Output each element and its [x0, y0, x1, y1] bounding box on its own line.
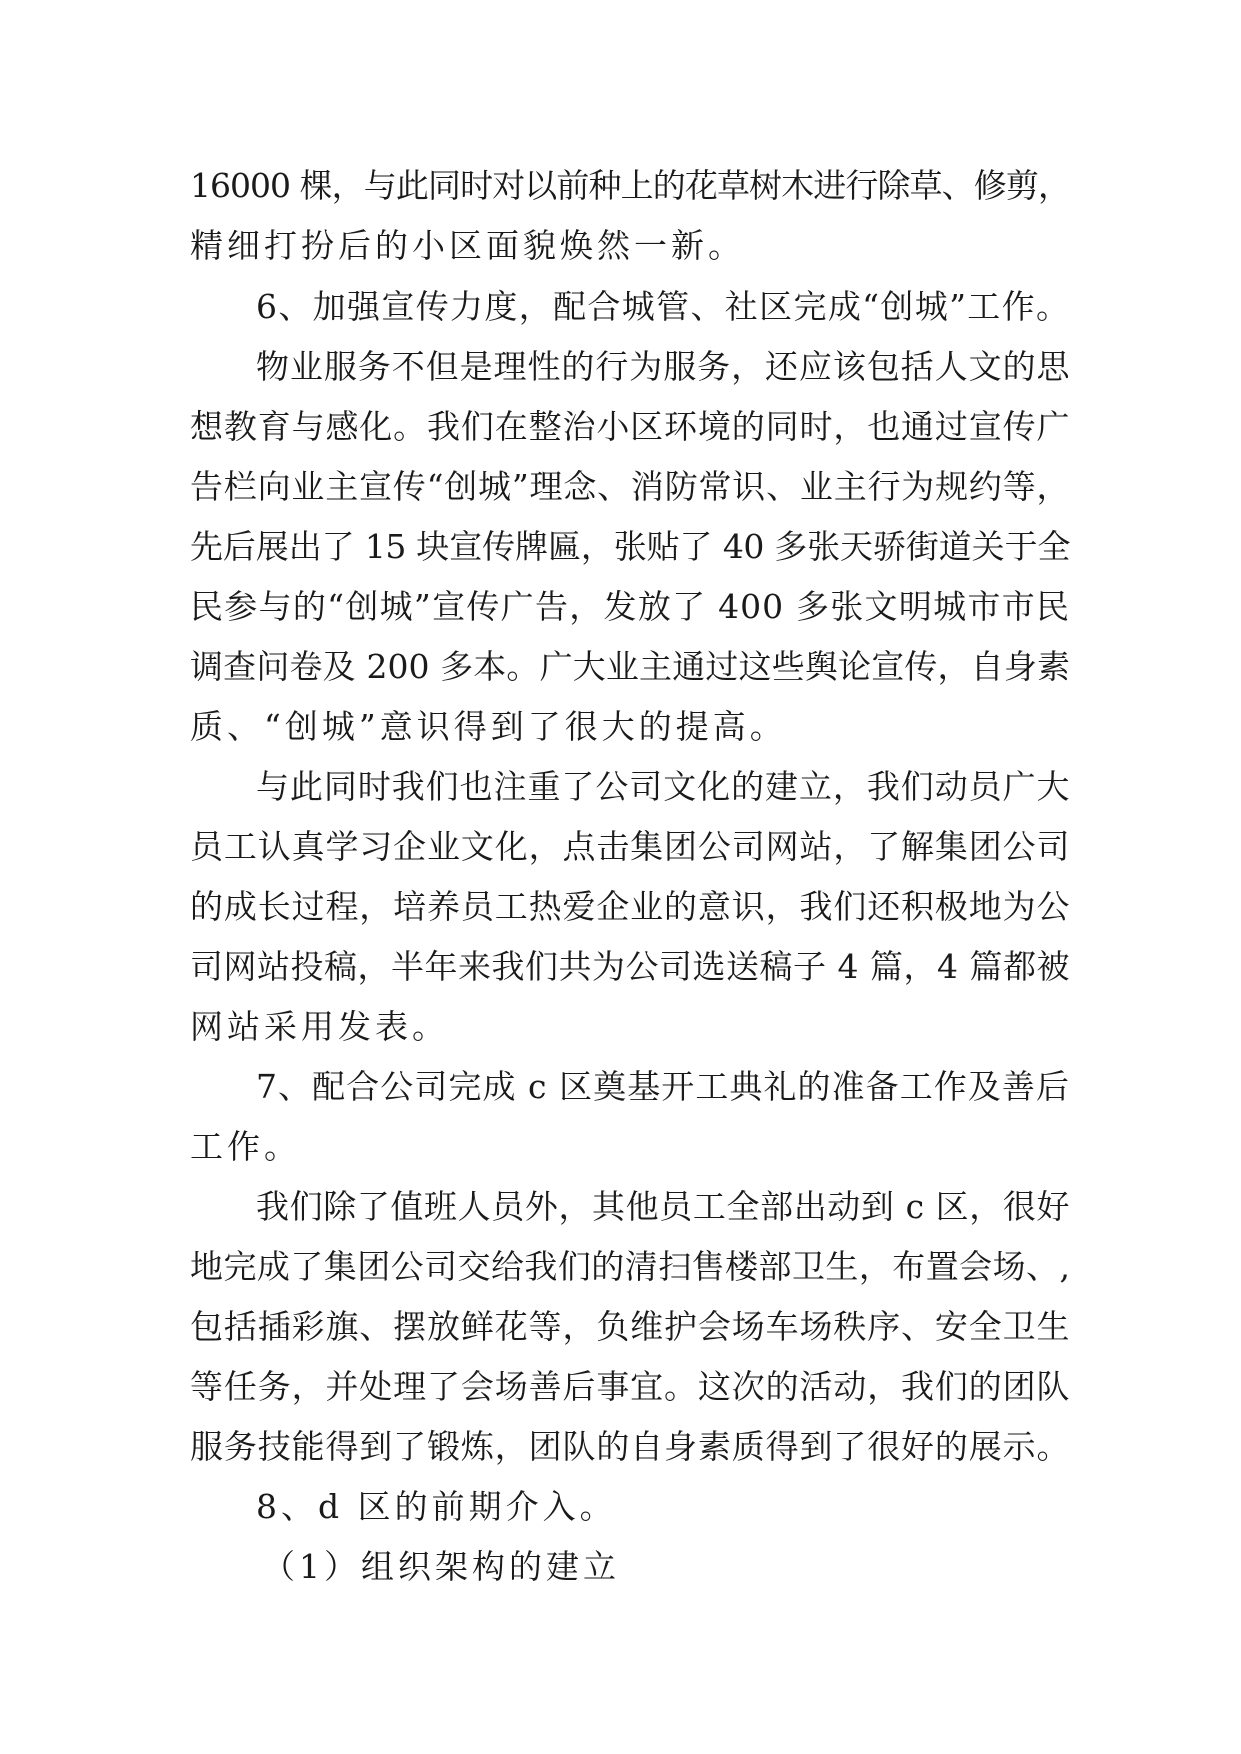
text-line: 质、“创城”意识得到了很大的提高。	[190, 707, 787, 746]
text-line: 工作。	[190, 1127, 301, 1166]
text-line: 服务技能得到了锻炼，团队的自身素质得到了很好的展示。	[190, 1427, 1070, 1466]
text-line: 民参与的“创城”宣传广告，发放了 400 多张文明城市市民	[190, 587, 1070, 626]
paragraph-first-line: 物业服务不但是理性的行为服务，还应该包括人文的思	[256, 347, 1070, 386]
text-line: 想教育与感化。我们在整治小区环境的同时，也通过宣传广	[190, 407, 1070, 446]
text-line: 网站采用发表。	[190, 1007, 449, 1046]
paragraph-first-line: 我们除了值班人员外，其他员工全部出动到 c 区，很好	[256, 1187, 1070, 1226]
paragraph-first-line: 与此同时我们也注重了公司文化的建立，我们动员广大	[256, 767, 1070, 806]
text-line: 等任务，并处理了会场善后事宜。这次的活动，我们的团队	[190, 1367, 1070, 1406]
section-heading: 7、配合公司完成 c 区奠基开工典礼的准备工作及善后	[256, 1067, 1070, 1106]
text-line: 调查问卷及 200 多本。广大业主通过这些舆论宣传，自身素	[190, 647, 1070, 686]
text-line: 先后展出了 15 块宣传牌匾，张贴了 40 多张天骄街道关于全	[190, 527, 1070, 566]
text-line: 告栏向业主宣传“创城”理念、消防常识、业主行为规约等，	[190, 467, 1070, 506]
section-heading: 8、d 区的前期介入。	[256, 1487, 617, 1526]
text-line: 包括插彩旗、摆放鲜花等，负维护会场车场秩序、安全卫生	[190, 1307, 1070, 1346]
subsection-heading: （1）组织架构的建立	[262, 1547, 620, 1586]
text-line: 的成长过程，培养员工热爱企业的意识，我们还积极地为公	[190, 887, 1070, 926]
section-heading: 6、加强宣传力度，配合城管、社区完成“创城”工作。	[256, 287, 1070, 326]
text-line: 16000 棵，与此同时对以前种上的花草树木进行除草、修剪，	[190, 166, 1070, 205]
text-line: 精细打扮后的小区面貌焕然一新。	[190, 226, 745, 265]
text-line: 地完成了集团公司交给我们的清扫售楼部卫生，布置会场、,	[190, 1247, 1070, 1286]
text-line: 员工认真学习企业文化，点击集团公司网站，了解集团公司	[190, 827, 1070, 866]
text-line: 司网站投稿，半年来我们共为公司选送稿子 4 篇，4 篇都被	[190, 947, 1070, 986]
